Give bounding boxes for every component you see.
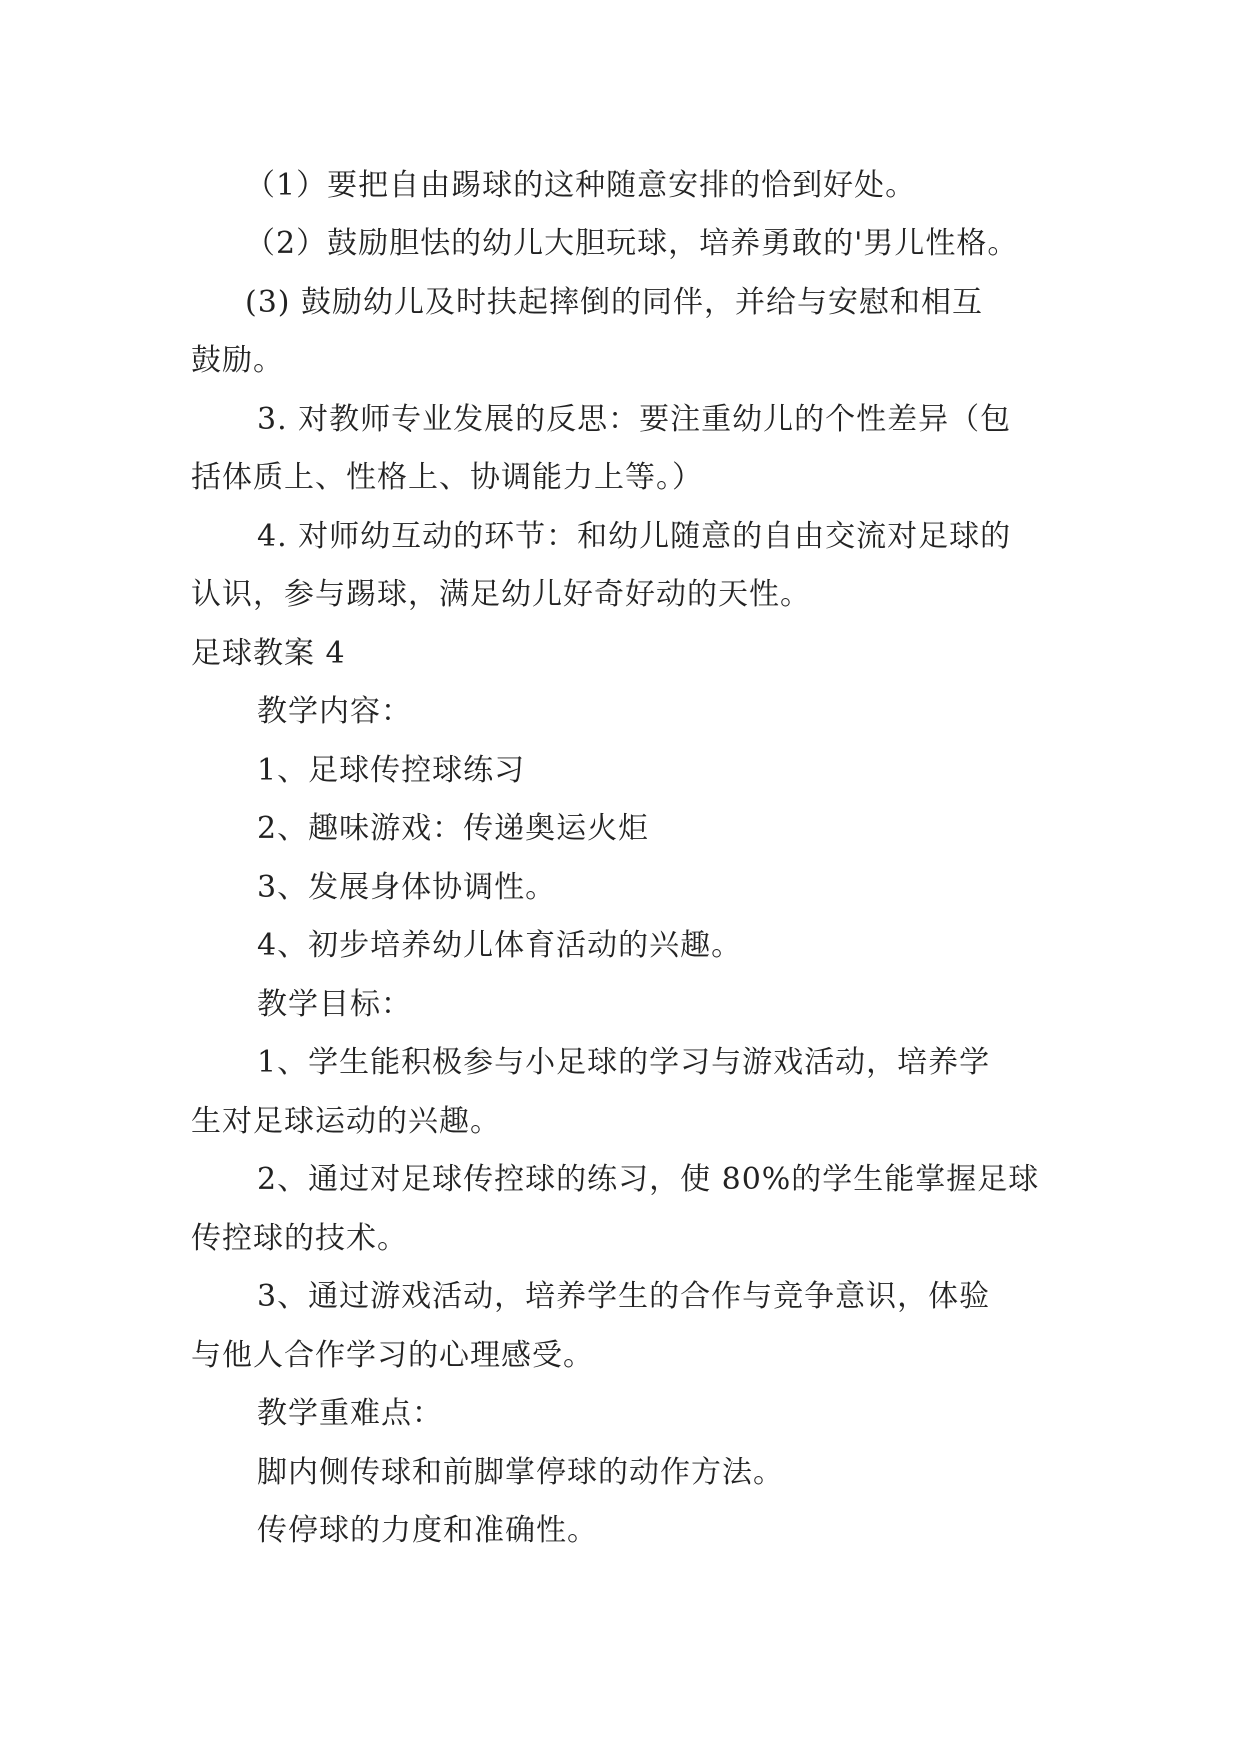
paragraph-line: 括体质上、性格上、协调能力上等。） xyxy=(191,460,703,495)
paragraph-line: 1、学生能积极参与小足球的学习与游戏活动，培养学 xyxy=(257,1045,991,1080)
paragraph-line: 教学重难点： xyxy=(257,1396,443,1431)
paragraph-line: 脚内侧传球和前脚掌停球的动作方法。 xyxy=(257,1455,784,1490)
paragraph-line: （1）要把自由踢球的这种随意安排的恰到好处。 xyxy=(245,168,917,203)
paragraph-line: 生对足球运动的兴趣。 xyxy=(191,1104,501,1139)
paragraph-line: 1、足球传控球练习 xyxy=(257,753,526,788)
paragraph-line: 认识，参与踢球，满足幼儿好奇好动的天性。 xyxy=(191,577,811,612)
paragraph-line: 3、发展身体协调性。 xyxy=(257,870,557,905)
paragraph-line: 传控球的技术。 xyxy=(191,1221,408,1256)
paragraph-line: 3. 对教师专业发展的反思：要注重幼儿的个性差异（包 xyxy=(257,402,1012,437)
paragraph-line: 4、初步培养幼儿体育活动的兴趣。 xyxy=(257,928,743,963)
paragraph-line: 4. 对师幼互动的环节：和幼儿随意的自由交流对足球的 xyxy=(257,519,1012,554)
paragraph-line: 3、通过游戏活动，培养学生的合作与竞争意识，体验 xyxy=(257,1279,991,1314)
paragraph-line: 2、通过对足球传控球的练习，使 80%的学生能掌握足球 xyxy=(257,1162,1040,1197)
paragraph-line: 教学目标： xyxy=(257,987,412,1022)
paragraph-line: （2）鼓励胆怯的幼儿大胆玩球，培养勇敢的'男儿性格。 xyxy=(245,226,1019,261)
paragraph-line: 鼓励。 xyxy=(191,343,284,378)
section-heading: 足球教案 4 xyxy=(191,636,346,671)
paragraph-line: 2、趣味游戏：传递奥运火炬 xyxy=(257,811,650,846)
paragraph-line: 教学内容： xyxy=(257,694,412,729)
paragraph-line: 与他人合作学习的心理感受。 xyxy=(191,1338,594,1373)
paragraph-line: (3) 鼓励幼儿及时扶起摔倒的同伴，并给与安慰和相互 xyxy=(245,285,984,320)
paragraph-line: 传停球的力度和准确性。 xyxy=(257,1513,598,1548)
